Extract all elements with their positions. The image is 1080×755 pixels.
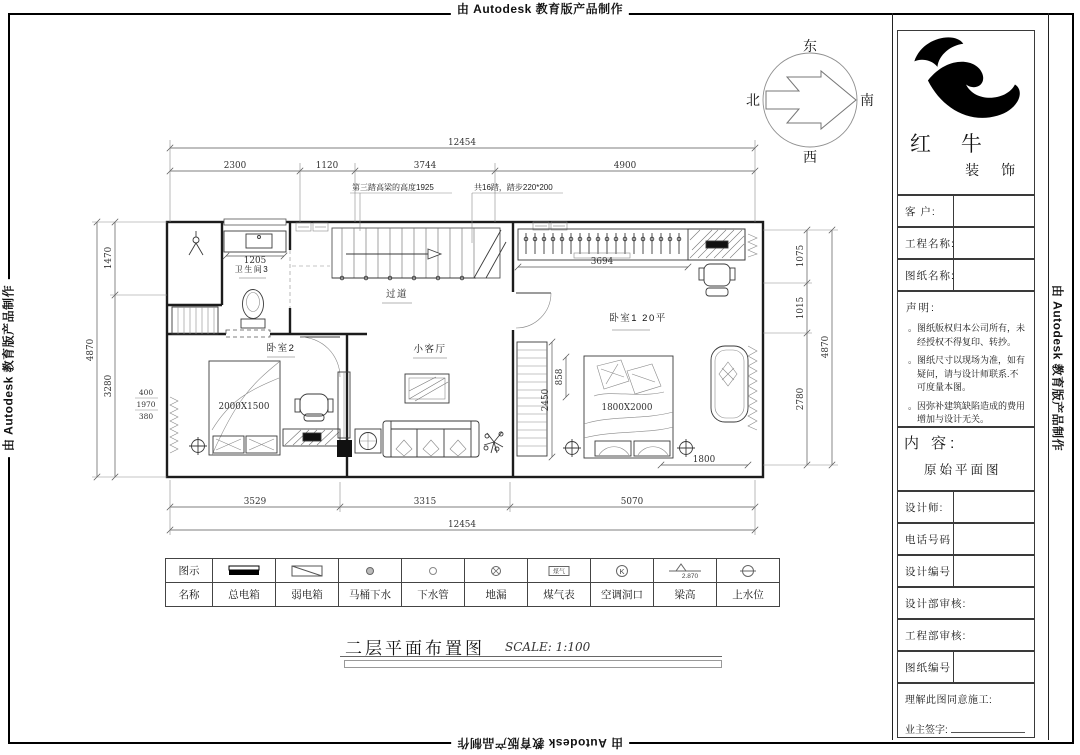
tv-cabinet <box>283 429 340 446</box>
dim-left-stack-3: 380 <box>138 412 154 421</box>
field-drawing-number <box>897 651 1035 683</box>
water-point-symbol <box>189 437 207 455</box>
dim-right <box>763 227 838 468</box>
project-label: 工程名称: <box>905 237 955 250</box>
dim-bed1-side <box>541 339 569 460</box>
room-label-corridor: 过道 <box>385 289 409 300</box>
phone-label: 电话号码 <box>905 533 951 546</box>
statement-box <box>897 291 1035 427</box>
dim-top-1: 2300 <box>223 161 247 171</box>
toilet <box>241 290 265 329</box>
compass <box>746 38 874 165</box>
statement-item: 。因弥补建筑缺陷造成的费用增加与设计无关。 <box>908 400 1026 424</box>
legend-item-name: 总电箱 <box>228 589 260 601</box>
designer-label: 设计师: <box>905 501 944 514</box>
design-review-label: 设计部审核: <box>905 597 967 610</box>
stair-annotations <box>350 182 563 243</box>
legend-item <box>527 559 590 606</box>
dim-bottom-total: 12454 <box>448 520 476 530</box>
legend-header-symbol: 图示 <box>166 559 212 583</box>
legend-item-name: 煤气表 <box>543 589 575 601</box>
dim-left-1: 1470 <box>104 246 114 270</box>
desk-chair-2 <box>295 394 333 421</box>
drain-pipe-icon <box>416 563 450 579</box>
compass-north-label: 北 <box>746 92 760 108</box>
signature-line <box>951 722 1025 733</box>
dim-bottom-2: 3315 <box>413 497 437 507</box>
autodesk-stamp-right: 由 Autodesk 教育版产品制作 <box>1050 279 1067 457</box>
field-customer <box>897 195 1035 227</box>
desk-chair-1 <box>699 264 735 296</box>
bedside-lamp-left <box>563 439 581 457</box>
beam-height-value: 2.870 <box>681 572 699 580</box>
plant <box>484 432 503 453</box>
dim-top-3: 3744 <box>413 161 437 171</box>
drawing-scale: SCALE: 1:100 <box>505 640 591 654</box>
legend-item-name: 下水管 <box>417 589 449 601</box>
dim-left-total: 4870 <box>86 338 96 362</box>
gas-meter-text: 煤气 <box>552 569 566 575</box>
legend-item-name: 上水位 <box>732 589 764 601</box>
main-electric-box-icon <box>227 563 261 579</box>
water-supply-icon <box>731 563 765 579</box>
wardrobe-dim-label: 3694 <box>590 257 614 267</box>
autodesk-stamp-top: 由 Autodesk 教育版产品制作 <box>451 0 629 17</box>
dim-bottom-1: 3529 <box>243 497 267 507</box>
design-number-label: 设计编号 <box>905 565 951 578</box>
bedroom1-door <box>516 293 551 328</box>
room-label-bedroom2: 卧室2 <box>266 343 296 354</box>
bed1-depth-dim-label: 2450 <box>541 388 551 412</box>
legend-item-name: 空调洞口 <box>601 589 643 601</box>
legend-item-name: 马桶下水 <box>349 589 391 601</box>
dim-top-4: 4900 <box>613 161 637 171</box>
field-drawing-name <box>897 259 1035 291</box>
owner-signature-label: 业主签字: <box>905 725 948 736</box>
dim-left-2: 3280 <box>104 374 114 398</box>
field-phone <box>897 523 1035 555</box>
beam-height-icon <box>663 562 707 580</box>
drawing-label: 图纸名称: <box>905 269 955 282</box>
legend-item-name: 弱电箱 <box>291 589 323 601</box>
autodesk-stamp-left: 由 Autodesk 教育版产品制作 <box>0 279 17 457</box>
bed1-offset-dim-label: 858 <box>555 368 565 386</box>
signature-box <box>897 683 1035 738</box>
ac-opening-letter: K <box>619 566 625 576</box>
dim-left <box>86 219 167 480</box>
legend-header-column <box>166 559 212 606</box>
compass-east-label: 东 <box>803 38 817 54</box>
legend-item <box>338 559 401 606</box>
drawing-number-label: 图纸编号 <box>905 661 951 674</box>
dim-top-2: 1120 <box>315 161 339 171</box>
dim-bottom <box>167 480 758 535</box>
room-label-living: 小客厅 <box>413 344 447 355</box>
shoe-cabinet <box>172 307 218 334</box>
compass-arrow-icon <box>766 71 856 129</box>
statement-title: 声明: <box>906 302 936 314</box>
hatched-cabinet <box>688 229 745 260</box>
title-scale-bar <box>344 660 722 668</box>
customer-label: 客 户: <box>905 205 936 218</box>
bathroom-sliding-door <box>226 330 270 337</box>
legend-item <box>464 559 527 606</box>
dim-wardrobe <box>515 257 691 270</box>
dim-bottom-3: 5070 <box>620 497 644 507</box>
legend-table <box>165 558 780 607</box>
legend-item <box>401 559 464 606</box>
statement-item: 。图纸尺寸以现场为准，如有疑问，请与设计师联系.不可度量本图。 <box>908 355 1026 392</box>
field-design-review <box>897 587 1035 619</box>
content-label: 内 容: <box>904 435 959 452</box>
title-block-logo-box <box>897 30 1035 195</box>
legend-item <box>590 559 653 606</box>
dim-right-1: 1075 <box>796 244 806 268</box>
autodesk-stamp-bottom: 由 Autodesk 教育版产品制作 <box>451 735 629 752</box>
owner-signature-row <box>905 721 1027 736</box>
legend-item <box>716 559 779 606</box>
legend-item <box>212 559 275 606</box>
brand-name: 红 牛 <box>910 133 994 156</box>
legend-item-name: 梁高 <box>674 589 696 601</box>
stair-beam-annotation: 第三踏高梁的高度1925 <box>352 183 434 192</box>
field-designer <box>897 491 1035 523</box>
room-label-bathroom: 卫生间3 <box>234 265 270 274</box>
content-box <box>897 427 1035 491</box>
wall-tag-boxes <box>296 222 567 231</box>
bed1-bottom-dim-label: 1800 <box>692 455 716 465</box>
compass-south-label: 南 <box>860 92 874 108</box>
bathroom-vanity <box>223 231 287 259</box>
closet-light-symbol <box>189 231 203 255</box>
legend-header-name: 名称 <box>178 589 200 601</box>
legend-item <box>653 559 716 606</box>
toilet-drain-icon <box>353 563 387 579</box>
legend-item <box>275 559 338 606</box>
sofa <box>383 421 479 457</box>
ac-opening-icon <box>605 563 639 579</box>
bed2-size-label: 2000X1500 <box>218 402 270 412</box>
field-project-name <box>897 227 1035 259</box>
legend-item-name: 地漏 <box>485 589 507 601</box>
room-label-bedroom1: 卧室1 20平 <box>609 313 667 324</box>
engineering-review-label: 工程部审核: <box>905 629 967 642</box>
dim-left-stack-1: 400 <box>138 388 154 397</box>
construction-consent-label: 理解此图同意施工: <box>905 695 993 706</box>
field-design-number <box>897 555 1035 587</box>
vanity-dim-label: 1205 <box>243 256 267 266</box>
bathroom-window <box>224 219 286 225</box>
dim-left-stack-2: 1970 <box>136 400 156 409</box>
floor-drain-symbol <box>355 429 381 453</box>
gas-meter-icon <box>542 563 576 579</box>
weak-electric-box-icon <box>290 563 324 579</box>
floor-drain-icon <box>479 563 513 579</box>
rug-table <box>405 374 449 403</box>
content-value: 原始平面图 <box>924 463 1002 477</box>
stair-steps-annotation: 共16踏，踏步220*200 <box>474 183 553 192</box>
dim-right-total: 4870 <box>821 335 831 359</box>
field-engineering-review <box>897 619 1035 651</box>
rednull-bull-logo-icon <box>898 31 1034 119</box>
statement-item: 。图纸版权归本公司所有，未经授权不得复印、转抄。 <box>908 323 1026 347</box>
dim-top <box>167 138 758 222</box>
dim-top-total: 12454 <box>448 138 476 148</box>
bed1-size-label: 1800X2000 <box>601 403 653 413</box>
chaise-sofa <box>711 346 748 422</box>
stairs <box>292 228 506 280</box>
title-underline <box>340 656 722 657</box>
duct-column <box>337 372 352 457</box>
compass-west-label: 西 <box>803 149 817 165</box>
dim-right-2: 1015 <box>796 296 806 320</box>
dim-right-3: 2780 <box>796 387 806 411</box>
brand-subname: 装 饰 <box>965 162 1024 178</box>
drawing-title: 二层平面布置图 <box>345 639 485 658</box>
dim-bed1-bottom <box>658 455 751 468</box>
bedroom2-door <box>300 337 340 377</box>
